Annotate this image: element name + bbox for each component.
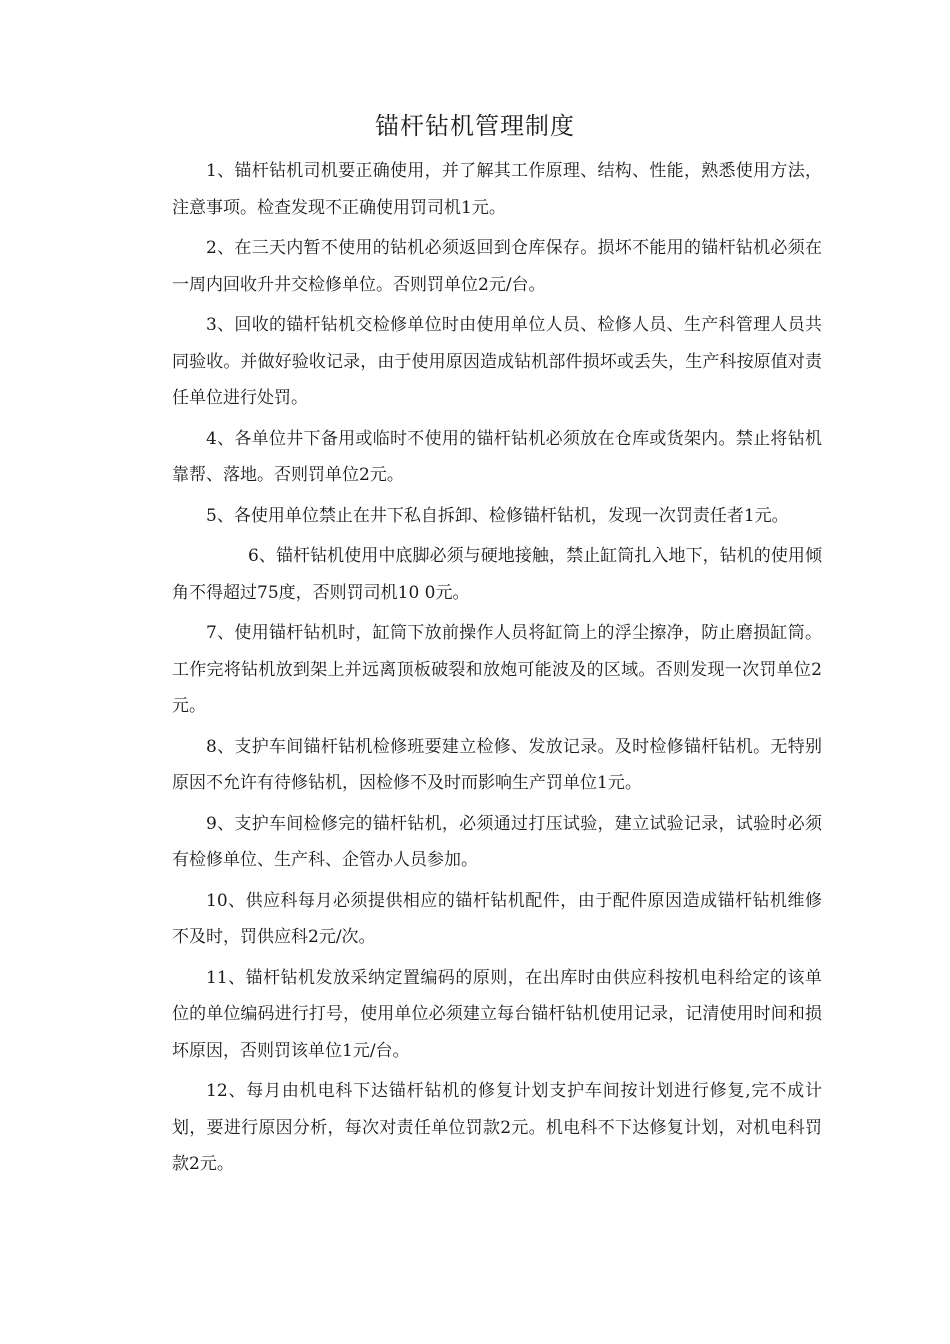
paragraph-4: 4、各单位井下备用或临时不使用的锚杆钻机必须放在仓库或货架内。禁止将钻机靠帮、落地。否则罚单位2元。 — [172, 428, 822, 485]
document-title: 锚杆钻机管理制度 — [375, 112, 575, 140]
paragraph-1: 1、锚杆钻机司机要正确使用，并了解其工作原理、结构、性能，熟悉使用方法，注意事项。检查发现不正确使用罚司机1元。 — [172, 161, 822, 218]
paragraph-6: 6、锚杆钻机使用中底脚必须与硬地接触，禁止缸筒扎入地下，钻机的使用倾角不得超过75度，否则罚司机10 0元。 — [172, 546, 822, 603]
paragraph-10: 10、供应科每月必须提供相应的锚杆钻机配件，由于配件原因造成锚杆钻机维修不及时，罚供应科2元/次。 — [172, 890, 822, 947]
paragraph-7: 7、使用锚杆钻机时，缸筒下放前操作人员将缸筒上的浮尘擦净，防止磨损缸筒。工作完将钻机放到架上并远离顶板破裂和放炮可能波及的区域。否则发现一次罚单位2元。 — [172, 623, 822, 716]
paragraph-12: 12、每月由机电科下达锚杆钻机的修复计划支护车间按计划进行修复,完不成计划，要进行原因分析，每次对责任单位罚款2元。机电科不下达修复计划，对机电科罚款2元。 — [172, 1081, 822, 1174]
paragraph-9: 9、支护车间检修完的锚杆钻机，必须通过打压试验，建立试验记录，试验时必须有检修单位、生产科、企管办人员参加。 — [172, 813, 822, 870]
paragraph-5: 5、各使用单位禁止在井下私自拆卸、检修锚杆钻机，发现一次罚责任者1元。 — [206, 505, 789, 526]
paragraph-8: 8、支护车间锚杆钻机检修班要建立检修、发放记录。及时检修锚杆钻机。无特别原因不允许有待修钻机，因检修不及时而影响生产罚单位1元。 — [172, 736, 822, 793]
document-body — [172, 153, 822, 1187]
paragraph-11: 11、锚杆钻机发放采纳定置编码的原则，在出库时由供应科按机电科给定的该单位的单位编码进行打号，使用单位必须建立每台锚杆钻机使用记录，记清使用时间和损坏原因，否则罚该单位1元/台。 — [172, 967, 822, 1061]
paragraph-3: 3、回收的锚杆钻机交检修单位时由使用单位人员、检修人员、生产科管理人员共同验收。并做好验收记录，由于使用原因造成钻机部件损坏或丢失，生产科按原值对责任单位进行处罚。 — [172, 315, 822, 408]
paragraph-2: 2、在三天内暂不使用的钻机必须返回到仓库保存。损坏不能用的锚杆钻机必须在一周内回收升井交检修单位。否则罚单位2元/台。 — [172, 238, 822, 295]
